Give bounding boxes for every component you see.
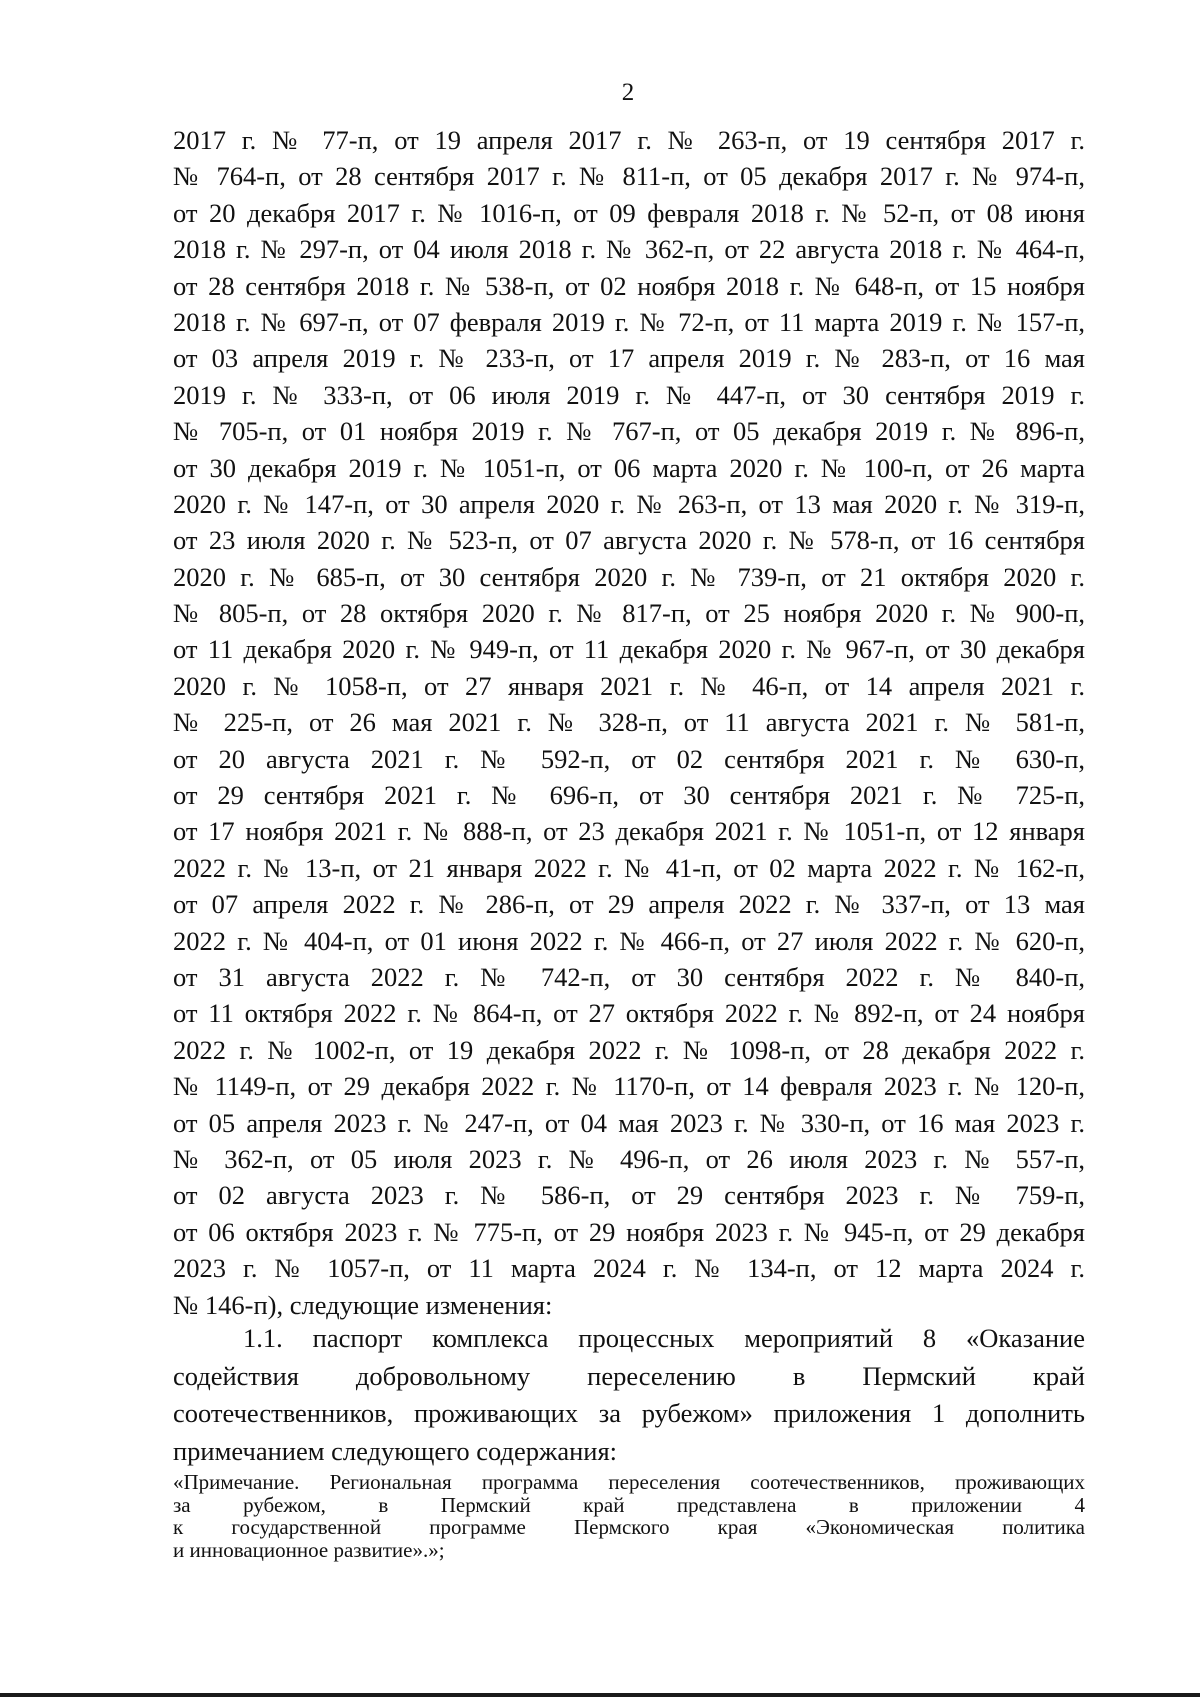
page-number: 2 (621, 79, 635, 106)
text-line: соотечественников, проживающих за рубежом» приложения 1 дополнить (173, 1398, 1085, 1428)
text-line: от 20 августа 2021 г. № 592-п, от 02 сентября 2021 г. № 630-п, (173, 743, 1085, 774)
note-block (173, 1471, 1085, 1561)
text-line: 2020 г. № 147-п, от 30 апреля 2020 г. № 263-п, от 13 мая 2020 г. № 319-п, (173, 488, 1085, 519)
text-line: № 225-п, от 26 мая 2021 г. № 328-п, от 11 августа 2021 г. № 581-п, (173, 707, 1085, 738)
text-line: от 11 декабря 2020 г. № 949-п, от 11 декабря 2020 г. № 967-п, от 30 декабря (173, 634, 1085, 665)
text-line: от 29 сентября 2021 г. № 696-п, от 30 сентября 2021 г. № 725-п, (173, 780, 1085, 811)
text-line: 2022 г. № 13-п, от 21 января 2022 г. № 41-п, от 02 марта 2022 г. № 162-п, (173, 852, 1085, 883)
text-line: 2022 г. № 1002-п, от 19 декабря 2022 г. № 1098-п, от 28 декабря 2022 г. (173, 1034, 1085, 1065)
note-line: за рубежом, в Пермский край представлена в приложении 4 (173, 1492, 1085, 1517)
text-line: № 805-п, от 28 октября 2020 г. № 817-п, от 25 ноября 2020 г. № 900-п, (173, 598, 1085, 629)
note-line: «Примечание. Региональная программа переселения соотечественников, проживающих (173, 1470, 1085, 1494)
text-line: от 05 апреля 2023 г. № 247-п, от 04 мая 2023 г. № 330-п, от 16 мая 2023 г. (173, 1107, 1085, 1138)
text-line: от 23 июля 2020 г. № 523-п, от 07 августа 2020 г. № 578-п, от 16 сентября (173, 525, 1085, 556)
text-line: от 07 апреля 2022 г. № 286-п, от 29 апреля 2022 г. № 337-п, от 13 мая (173, 889, 1085, 920)
text-line: от 28 сентября 2018 г. № 538-п, от 02 ноября 2018 г. № 648-п, от 15 ноября (173, 270, 1085, 301)
text-line: от 11 октября 2022 г. № 864-п, от 27 октября 2022 г. № 892-п, от 24 ноября (173, 998, 1085, 1029)
note-line: к государственной программе Пермского края «Экономическая политика (173, 1515, 1085, 1539)
scan-edge-line (0, 1693, 1200, 1697)
text-line: от 06 октября 2023 г. № 775-п, от 29 ноября 2023 г. № 945-п, от 29 декабря (173, 1216, 1085, 1247)
text-line: № 705-п, от 01 ноября 2019 г. № 767-п, от 05 декабря 2019 г. № 896-п, (173, 416, 1085, 447)
text-line: 2020 г. № 685-п, от 30 сентября 2020 г. № 739-п, от 21 октября 2020 г. (173, 561, 1085, 592)
text-line: от 31 августа 2022 г. № 742-п, от 30 сентября 2022 г. № 840-п, (173, 961, 1085, 992)
text-line: 2018 г. № 697-п, от 07 февраля 2019 г. № 72-п, от 11 марта 2019 г. № 157-п, (173, 306, 1085, 337)
text-line: № 764-п, от 28 сентября 2017 г. № 811-п, от 05 декабря 2017 г. № 974-п, (173, 161, 1085, 192)
text-line: от 30 декабря 2019 г. № 1051-п, от 06 марта 2020 г. № 100-п, от 26 марта (173, 452, 1085, 483)
text-line: 1.1. паспорт комплекса процессных мероприятий 8 «Оказание (243, 1323, 1085, 1353)
text-line: 2022 г. № 404-п, от 01 июня 2022 г. № 466-п, от 27 июля 2022 г. № 620-п, (173, 925, 1085, 956)
text-line: от 03 апреля 2019 г. № 233-п, от 17 апреля 2019 г. № 283-п, от 16 мая (173, 343, 1085, 374)
text-line: от 17 ноября 2021 г. № 888-п, от 23 декабря 2021 г. № 1051-п, от 12 января (173, 816, 1085, 847)
text-line: 2018 г. № 297-п, от 04 июля 2018 г. № 362-п, от 22 августа 2018 г. № 464-п, (173, 234, 1085, 265)
text-line: 2017 г. № 77-п, от 19 апреля 2017 г. № 263-п, от 19 сентября 2017 г. (173, 125, 1085, 155)
text-line: 2023 г. № 1057-п, от 11 марта 2024 г. № 134-п, от 12 марта 2024 г. (173, 1253, 1085, 1284)
text-line: 2020 г. № 1058-п, от 27 января 2021 г. № 46-п, от 14 апреля 2021 г. (173, 670, 1085, 701)
text-line: № 362-п, от 05 июля 2023 г. № 496-п, от 26 июля 2023 г. № 557-п, (173, 1143, 1085, 1174)
text-line: примечанием следующего содержания: (173, 1435, 618, 1466)
text-line: содействия добровольному переселению в Пермский край (173, 1360, 1085, 1391)
text-line: № 1149-п, от 29 декабря 2022 г. № 1170-п, от 14 февраля 2023 г. № 120-п, (173, 1071, 1085, 1102)
text-line: 2019 г. № 333-п, от 06 июля 2019 г. № 447-п, от 30 сентября 2019 г. (173, 379, 1085, 410)
amendment-item-paragraph (173, 1320, 1085, 1470)
main-paragraph (173, 122, 1085, 1323)
text-line: № 146-п), следующие изменения: (173, 1289, 553, 1320)
text-line: от 02 августа 2023 г. № 586-п, от 29 сентября 2023 г. № 759-п, (173, 1180, 1085, 1211)
text-line: от 20 декабря 2017 г. № 1016-п, от 09 февраля 2018 г. № 52-п, от 08 июня (173, 197, 1085, 228)
note-line: и инновационное развитие».»; (173, 1537, 445, 1562)
